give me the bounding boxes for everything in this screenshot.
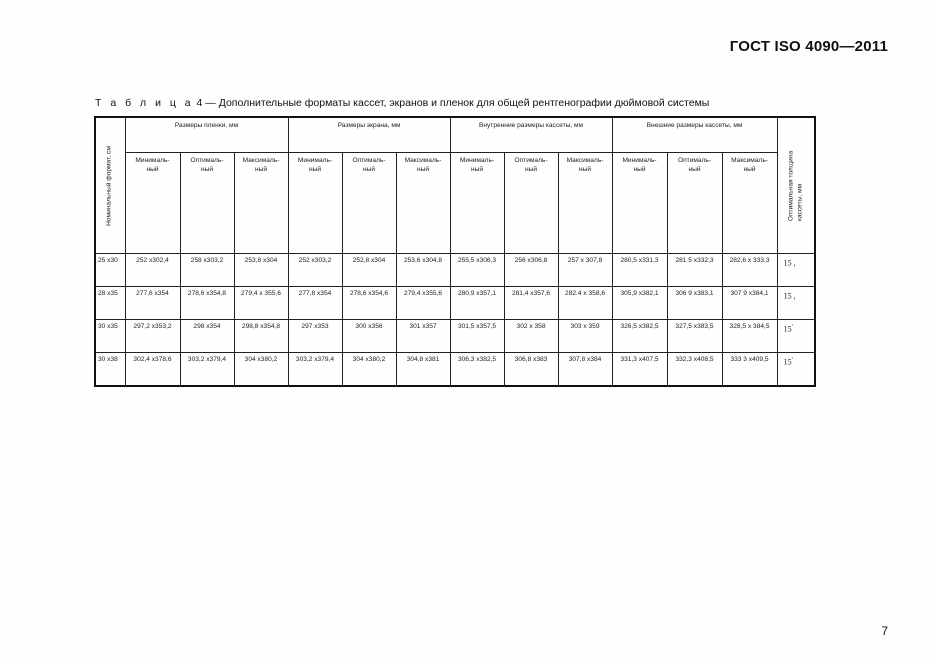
caption-label: Т а б л и ц а bbox=[95, 97, 194, 109]
dimension-cell: 304 х380,2 bbox=[234, 353, 288, 387]
caption-number: 4 bbox=[196, 97, 203, 109]
dimension-cell: 303 х 359 bbox=[558, 320, 612, 353]
dimension-cell: 300 х356 bbox=[342, 320, 396, 353]
dimension-cell: 252,8 х304 bbox=[342, 254, 396, 287]
thickness-cell: 15' bbox=[777, 320, 815, 353]
dimension-cell: 302 х 358 bbox=[504, 320, 558, 353]
dimension-cell: 297 х353 bbox=[288, 320, 342, 353]
sub-header: Максималь- ный bbox=[558, 153, 612, 254]
sub-header: Минималь- ный bbox=[612, 153, 667, 254]
dimension-cell: 304,8 х381 bbox=[396, 353, 450, 387]
page-number: 7 bbox=[881, 624, 888, 638]
dimension-cell: 306,8 х383 bbox=[504, 353, 558, 387]
dimension-cell: 301,5 х357,5 bbox=[450, 320, 504, 353]
dimension-cell: 326,5 х382,5 bbox=[612, 320, 667, 353]
sub-header: Оптималь- ный bbox=[180, 153, 234, 254]
dimension-cell: 280,9 х357,1 bbox=[450, 287, 504, 320]
dimension-cell: 332,3 х408,5 bbox=[667, 353, 722, 387]
nominal-format-cell: 25 х30 bbox=[95, 254, 125, 287]
dimension-cell: 279,4 х355,6 bbox=[396, 287, 450, 320]
sub-header: Оптималь- ный bbox=[504, 153, 558, 254]
sub-header: Минималь- ный bbox=[125, 153, 180, 254]
dimension-cell: 298 х354 bbox=[180, 320, 234, 353]
sub-header: Минималь- ный bbox=[288, 153, 342, 254]
sub-header: Минималь- ный bbox=[450, 153, 504, 254]
group-header-screen: Размеры экрана, мм bbox=[288, 117, 450, 153]
dimension-cell: 306,3 х382,5 bbox=[450, 353, 504, 387]
sub-header: Максималь- ный bbox=[234, 153, 288, 254]
dimension-cell: 298,8 х354,8 bbox=[234, 320, 288, 353]
dimension-cell: 331,3 х407,5 bbox=[612, 353, 667, 387]
group-header-inner-cassette: Внутренние размеры кассеты, мм bbox=[450, 117, 612, 153]
dimension-cell: 303,2 х379,4 bbox=[180, 353, 234, 387]
dimension-cell: 305,9 х382,1 bbox=[612, 287, 667, 320]
dimension-cell: 257 х 307,8 bbox=[558, 254, 612, 287]
dimension-cell: 252 х303,2 bbox=[288, 254, 342, 287]
table-caption bbox=[95, 97, 709, 109]
dimension-cell: 253,8 х304 bbox=[234, 254, 288, 287]
dimension-cell: 327,5 х383,5 bbox=[667, 320, 722, 353]
dimension-cell: 328,5 х 384,5 bbox=[722, 320, 777, 353]
dimension-cell: 258 х303,2 bbox=[180, 254, 234, 287]
dimension-cell: 253,6 х304,8 bbox=[396, 254, 450, 287]
dimension-cell: 307 9 х384,1 bbox=[722, 287, 777, 320]
dimension-cell: 333 3 х409,5 bbox=[722, 353, 777, 387]
dimension-cell: 282,6 х 333,3 bbox=[722, 254, 777, 287]
dimension-cell: 297,2 х353,2 bbox=[125, 320, 180, 353]
dimension-cell: 280,5 х331,3 bbox=[612, 254, 667, 287]
sub-header: Максималь- ный bbox=[722, 153, 777, 254]
dimension-cell: 252 х302,4 bbox=[125, 254, 180, 287]
dimension-cell: 282.4 х 358,6 bbox=[558, 287, 612, 320]
table-row bbox=[95, 320, 815, 353]
thickness-cell: 15' bbox=[777, 353, 815, 387]
dimension-cell: 306 9 х383,1 bbox=[667, 287, 722, 320]
dimension-cell: 255,5 х306,3 bbox=[450, 254, 504, 287]
group-header-film: Размеры пленки, мм bbox=[125, 117, 288, 153]
dimension-cell: 307,8 х384 bbox=[558, 353, 612, 387]
group-header-outer-cassette: Внешние размеры кассеты, мм bbox=[612, 117, 777, 153]
dimension-cell: 302,4 х378,6 bbox=[125, 353, 180, 387]
dimension-cell: 281 5 х332,3 bbox=[667, 254, 722, 287]
sub-header: Оптималь- ный bbox=[342, 153, 396, 254]
dimension-cell: 277,6 х354 bbox=[125, 287, 180, 320]
thickness-cell: 15 , bbox=[777, 287, 815, 320]
dimension-cell: 279,4 х 355,6 bbox=[234, 287, 288, 320]
table-row bbox=[95, 353, 815, 387]
thickness-header: Оптимальная толщина кассеты, мм bbox=[777, 117, 815, 254]
formats-table bbox=[94, 116, 816, 387]
nominal-format-cell: 28 х35 bbox=[95, 287, 125, 320]
nominal-format-header: Номинальный формат, см bbox=[95, 117, 125, 254]
table-row bbox=[95, 287, 815, 320]
dimension-cell: 304 х380,2 bbox=[342, 353, 396, 387]
dimension-cell: 303,2 х379,4 bbox=[288, 353, 342, 387]
nominal-format-cell: 30 х38 bbox=[95, 353, 125, 387]
dimension-cell: 256 х306,8 bbox=[504, 254, 558, 287]
thickness-cell: 15 , bbox=[777, 254, 815, 287]
dimension-cell: 277,8 х354 bbox=[288, 287, 342, 320]
table-row bbox=[95, 254, 815, 287]
dimension-cell: 278,6 х354,8 bbox=[180, 287, 234, 320]
sub-header: Оптималь- ный bbox=[667, 153, 722, 254]
dimension-cell: 281,4 х357,6 bbox=[504, 287, 558, 320]
nominal-format-cell: 30 х35 bbox=[95, 320, 125, 353]
sub-header: Максималь- ный bbox=[396, 153, 450, 254]
caption-text: — Дополнительные форматы кассет, экранов и пленок для общей рентгенографии дюймовой системы bbox=[202, 97, 710, 109]
dimension-cell: 278,6 х354,6 bbox=[342, 287, 396, 320]
dimension-cell: 301 х357 bbox=[396, 320, 450, 353]
standard-code: ГОСТ ISO 4090—2011 bbox=[729, 38, 888, 55]
